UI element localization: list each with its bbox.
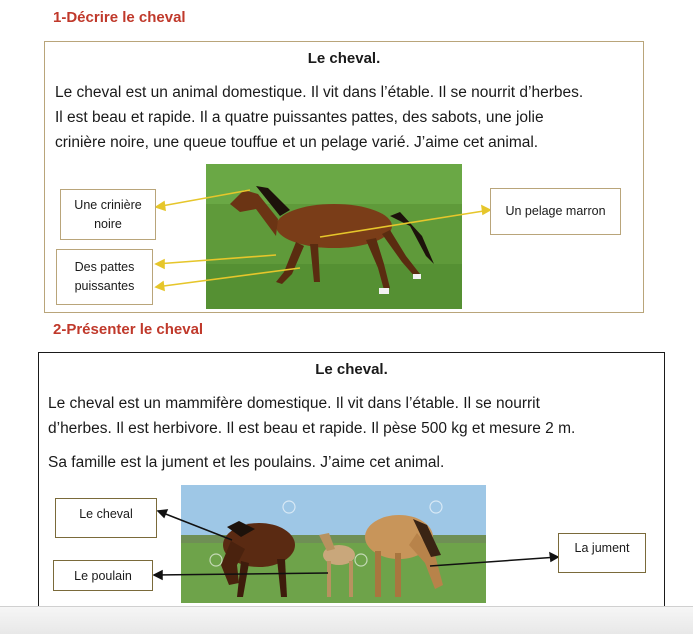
label-pattes-line-1: Des pattes xyxy=(74,260,135,274)
card-1-line-2: Il est beau et rapide. Il a quatre puissantes pattes, des sabots, une jolie xyxy=(55,109,544,126)
card-2-title: Le cheval. xyxy=(315,361,388,378)
label-poulain: Le poulain xyxy=(53,560,153,591)
arrow-jument xyxy=(430,557,558,566)
label-pelage: Un pelage marron xyxy=(490,188,621,235)
bottom-toolbar-strip xyxy=(0,606,693,634)
arrow-cheval xyxy=(158,511,232,540)
card-2-line-family: Sa famille est la jument et les poulains. J’aime cet animal. xyxy=(48,454,445,471)
card-2-line-1: Le cheval est un mammifère domestique. Il vit dans l’étable. Il se nourrit xyxy=(48,395,540,412)
label-cheval: Le cheval xyxy=(55,498,157,538)
label-jument: La jument xyxy=(558,533,646,573)
section-2-heading: 2-Présenter le cheval xyxy=(53,321,204,338)
label-pattes-line-2: puissantes xyxy=(74,279,135,293)
section-1-heading: 1-Décrire le cheval xyxy=(53,9,186,26)
card-1-title: Le cheval. xyxy=(307,50,381,67)
card-1-line-1: Le cheval est un animal domestique. Il vit dans l’étable. Il se nourrit d’herbes. xyxy=(55,84,584,101)
label-criniere-line-1: Une crinière xyxy=(74,197,142,212)
card-2-line-2: d’herbes. Il est herbivore. Il est beau et rapide. Il pèse 500 kg et mesure 2 m. xyxy=(48,420,576,437)
label-criniere-line-2: noire xyxy=(94,216,122,231)
card-1-line-3: crinière noire, une queue touffue et un pelage varié. J’aime cet animal. xyxy=(55,134,539,151)
arrow-poulain xyxy=(154,573,328,575)
